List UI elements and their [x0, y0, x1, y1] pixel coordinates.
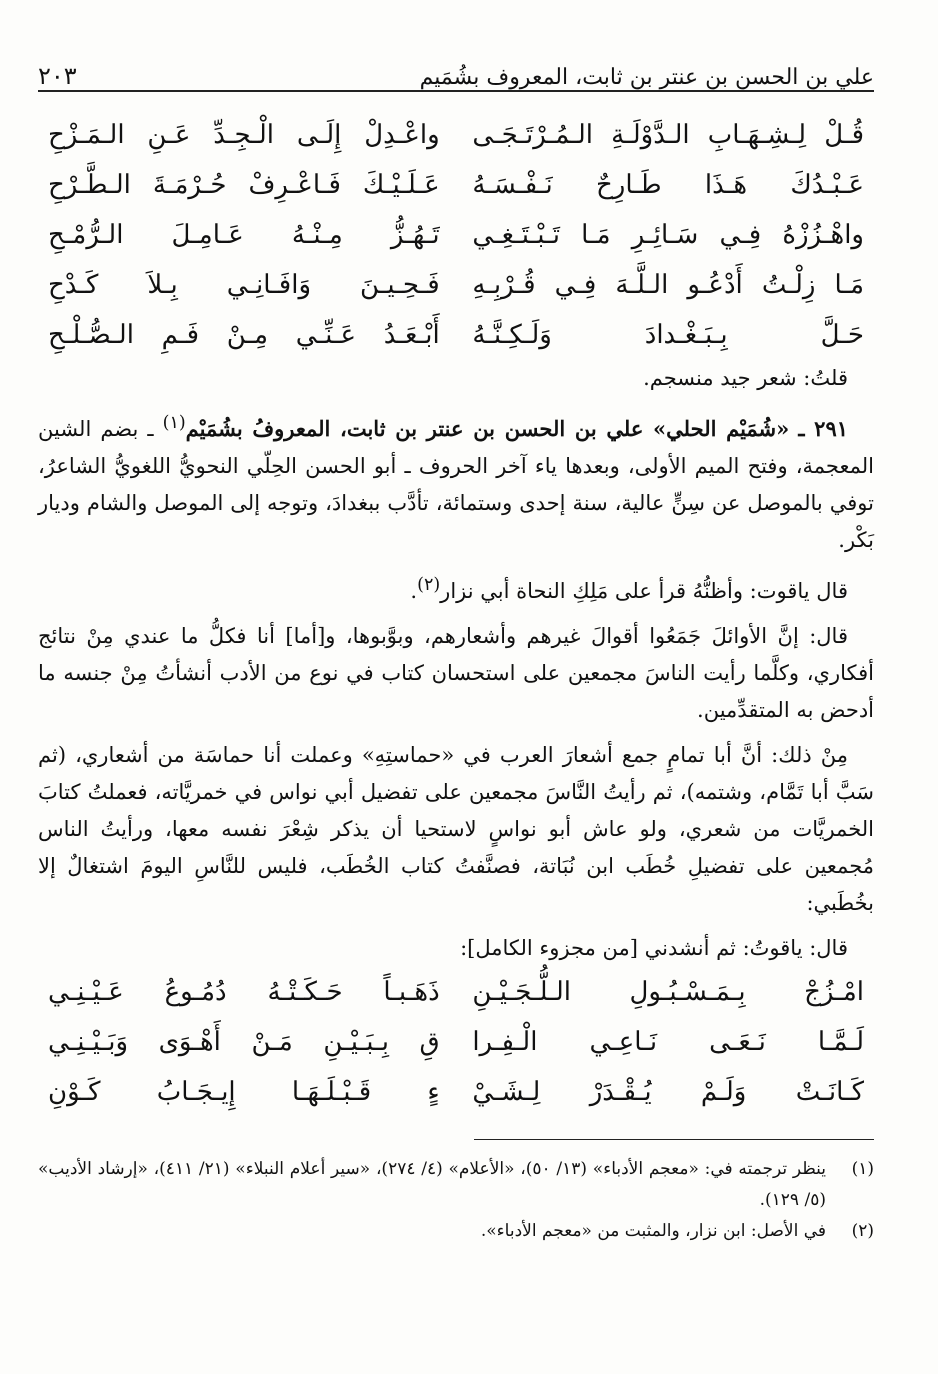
- entry-body: ـ بضم الشين المعجمة، وفتح الميم الأولى، وبعدها ياء آخر الحروف ـ أبو الحسن الحِلّي النحويُّ اللغويُّ الشاعرُ، توفي بالموصل عن سِنٍّ عالية، سنة إحدى وستمائة، تأدَّب ببغدادَ، وتوجه إلى الموصل والشام وديار بَكْر.: [38, 417, 874, 552]
- entry-number: ٢٩١ ـ: [798, 416, 849, 441]
- poem-bottom: [48, 967, 864, 1117]
- second-hemistich: فَـحِـيـنَ وَافَـانِـي بِـلاَ كَـدْحِ: [48, 270, 440, 300]
- second-hemistich: تَـهُـزُّ مِـنْـهُ عَـامِـلَ الـرُّمْـحِ: [48, 220, 440, 250]
- verse-line: [48, 260, 864, 310]
- page-number: ٢٠٣: [38, 62, 77, 90]
- footnote-ref-2[interactable]: (٢): [417, 575, 441, 595]
- verse-line: [48, 210, 864, 260]
- second-hemistich: أَبْـعَـدُ عَـنِّـي مِـنْ فَـمِ الـصُّـلْـحِ: [48, 320, 440, 350]
- footnote-rule: [474, 1139, 874, 1140]
- page-header: [38, 40, 874, 90]
- second-hemistich: ءٍ قَـبْـلَـهَـا إِيـجَـابُ كَـوْنِ: [48, 1077, 440, 1107]
- yaqut-end: .: [410, 579, 418, 603]
- verse-line: [48, 110, 864, 160]
- footnote-number: (٢): [851, 1221, 874, 1241]
- verse-line: [48, 967, 864, 1017]
- footnote-number: (١): [851, 1159, 874, 1179]
- second-hemistich: عَـلَـيْـكَ فَـاعْـرِفْ حُـرْمَـةَ الـطَّـرْحِ: [48, 170, 440, 200]
- first-hemistich: كَـانَـتْ وَلَـمْ يُـقْـدَرْ لِـشَـيْ: [472, 1077, 864, 1107]
- first-hemistich: قُـلْ لِـشِـهَـابِ الـدَّوْلَـةِ الـمُـرْتَـجَـى: [472, 120, 864, 150]
- verse-line: [48, 1017, 864, 1067]
- author-note: قلتُ: شعر جيد منسجم.: [643, 366, 848, 390]
- second-hemistich: قِ بِـبَـيْـنِ مَـنْ أَهْـوَى وَبَـيْـنِـي: [48, 1027, 440, 1057]
- verse-line: [48, 310, 864, 360]
- verse-line: [48, 1067, 864, 1117]
- running-head: علي بن الحسن بن عنتر بن ثابت، المعروف بشُمَيم: [419, 65, 874, 90]
- first-hemistich: لَـمَّـا نَـعَـى نَـاعِـي الْـفِـرا: [472, 1027, 864, 1057]
- verse-line: [48, 160, 864, 210]
- second-hemistich: ذَهَـبـاً حَـكَـتْـهُ دُمُـوعُ عَـيْـنِـي: [48, 977, 440, 1007]
- book-page: [38, 40, 874, 1247]
- footnote-ref-1[interactable]: (١): [162, 413, 186, 433]
- footnote-text: ينظر ترجمته في: «معجم الأدباء» (١٣/ ٥٠)، «الأعلام» (٤/ ٢٧٤)، «سير أعلام النبلاء» (٢١/ ٤١١)، «إرشاد الأديب» (٥/ ١٢٩).: [38, 1159, 826, 1210]
- poem-top: [48, 110, 864, 360]
- first-hemistich: مَـا زِلْـتُ أَدْعُـو الـلَّـهَ فِـي قُـرْبِـهِ: [472, 270, 864, 300]
- first-hemistich: واهْـزُزْهُ فِـي سَـائِـرِ مَـا تَـبْـتَـغِـي: [472, 220, 864, 250]
- entry-paragraph: [38, 405, 874, 559]
- yaqut-recital-paragraph: قال: ياقوتُ: ثم أنشدني [من مجزوء الكامل]:: [460, 936, 848, 960]
- entry-title: «شُمَيْم الحلي» علي بن الحسن بن عنتر بن ثابت، المعروفُ بشُمَيْم: [185, 416, 790, 441]
- footnote: [38, 1216, 874, 1247]
- footnote-text: في الأصل: ابن نزار، والمثبت من «معجم الأدباء».: [480, 1221, 826, 1241]
- second-hemistich: واعْـدِلْ إِلَـى الْـجِـدِّ عَـنِ الـمَـزْحِ: [48, 120, 440, 150]
- footnote: [38, 1154, 874, 1216]
- first-hemistich: امْـزُجْ بِـمَـسْـبُـولِ الـلُّـجَـيْـنِ: [472, 977, 864, 1007]
- yaqut-paragraph: [38, 567, 874, 610]
- yaqut-text: قال ياقوت: وأظنُّهُ قرأ على مَلِكِ النحاة أبي نزار: [440, 579, 848, 603]
- qala-paragraph: قال: إنَّ الأوائلَ جَمَعُوا أقوالَ غيرهم وأشعارهم، وبوَّبوها، و[أما] أنا فكلُّ ما عندي مِنْ نتائج أفكاري، وكلَّما رأيت الناسَ مجمعين على استحسان كتاب في نوع من الأدب أنشأتُ مِنْ جنسه ما أدحض به المتقدِّمين.: [38, 624, 874, 722]
- first-hemistich: عَـبْـدُكَ هَـذَا طَـارِحٌ نَـفْـسَـهُ: [472, 170, 864, 200]
- header-rule: [38, 90, 874, 92]
- min-dhalik-paragraph: مِنْ ذلك: أنَّ أبا تمامٍ جمع أشعارَ العرب في «حماستِهِ» وعملت أنا حماسَة من أشعاري، (ثم سَبَّ أبا تَمَّام، وشتمه)، ثم رأيتُ النَّاسَ مجمعين على تفضيل أبي نواس في خمريَّاته، فعملتُ كتابَ الخمريَّات من شعري، ولو عاش أبو نواسٍ لاستحيا أن يذكر شِعْرَ نفسه معها، ورأيتُ الناس مُجمعين على تفضيلِ خُطَب ابن نُبَاتة، فصنَّفتُ كتاب الخُطَب، فليس للنَّاسِ اليومَ اشتغالٌ إلا بخُطَبي:: [38, 743, 874, 915]
- first-hemistich: حَـلَّ بِـبَـغْـدادَ وَلَـكِـنَّـهُ: [472, 320, 864, 350]
